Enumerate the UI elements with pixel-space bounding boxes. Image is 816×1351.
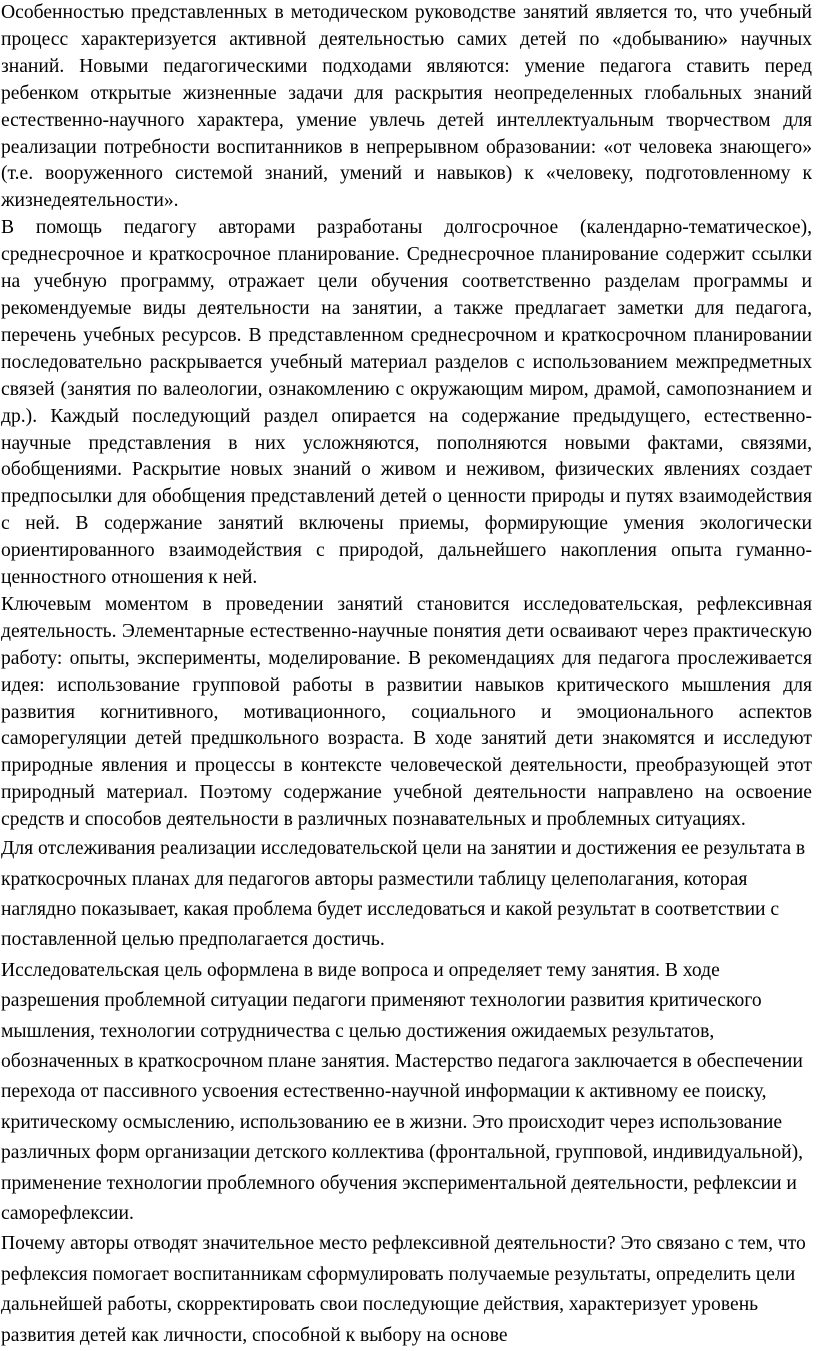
paragraph-1: Особенностью представленных в методическом руководстве занятий является то, что учебный процесс характеризуется активной деятельностью самих детей по «добыванию» научных знаний. Новыми педагогическими подходами являются: умение педагога ставить перед ребенком открытые жизненные задачи для раскрытия неопределенных глобальных знаний естественно-научного характера, умение увлечь детей интеллектуальным творчеством для реализации потребности воспитанников в непрерывном образовании: «от человека знающего» (т.е. вооруженного системой знаний, умений и навыков) к «человеку, подготовленному к жизнедеятельности». [1,2,812,212]
paragraph-3: Ключевым моментом в проведении занятий становится исследовательская, рефлексивная деятельность. Элементарные естественно-научные понятия дети осваивают через практическую работу: опыты, эксперименты, моделирование. В рекомендациях для педагога прослеживается идея: использование групповой работы в развитии навыков критического мышления для развития когнитивного, мотивационного, социального и эмоционального аспектов саморегуляции детей предшкольного возраста. В ходе занятий дети знакомятся и исследуют природные явления и процессы в контексте человеческой деятельности, преобразующей этот природный материал. Поэтому содержание учебной деятельности направлено на освоение средств и способов деятельности в различных познавательных и проблемных ситуациях. [1,593,812,831]
paragraph-4: Для отслеживания реализации исследовательской цели на занятии и достижения ее результата в краткосрочных планах для педагогов авторы разместили таблицу целеполагания, которая наглядно показывает, какая проблема будет исследоваться и какой результат в соответствии с поставленной целью предполагается достичь. [1,838,806,951]
paragraph-2: В помощь педагогу авторами разработаны долгосрочное (календарно-тематическое), среднесрочное и краткосрочное планирование. Среднесрочное планирование содержит ссылки на учебную программу, отражает цели обучения соответственно разделам программы и рекомендуемые виды деятельности на занятии, а также предлагает заметки для педагога, перечень учебных ресурсов. В представленном среднесрочном и краткосрочном планировании последовательно раскрывается учебный материал разделов с использованием межпредметных связей (занятия по валеологии, ознакомлению с окружающим миром, драмой, самопознанием и др.). Каждый последующий раздел опирается на содержание предыдущего, естественно-научные представления в них усложняются, пополняются новыми фактами, связями, обобщениями. Раскрытие новых знаний о живом и неживом, физических явлениях создает предпосылки для обобщения представлений детей о ценности природы и путях взаимодействия с ней. В содержание занятий включены приемы, формирующие умения экологически ориентированного взаимодействия с природой, дальнейшего накопления опыта гуманно-ценностного отношения к ней. [1,217,812,589]
paragraph-5: Исследовательская цель оформлена в виде вопроса и определяет тему занятия. В ходе разрешения проблемной ситуации педагоги применяют технологии развития критического мышления, технологии сотрудничества с целью достижения ожидаемых результатов, обозначенных в краткосрочном плане занятия. Мастерство педагога заключается в обеспечении перехода от пассивного усвоения естественно-научной информации к активному ее поиску, критическому осмыслению, использованию ее в жизни. Это происходит через использование различных форм организации детского коллектива (фронтальной, групповой, индивидуальной), применение технологии проблемного обучения экспериментальной деятельности, рефлексии и саморефлексии. [1,959,804,1224]
paragraph-6: Почему авторы отводят значительное место рефлексивной деятельности? Это связано с тем, что рефлексия помогает воспитанникам сформулировать получаемые результаты, определить цели дальнейшей работы, скорректировать свои последующие действия, характеризует уровень развития детей как личности, способной к выбору на основе [1,1233,806,1346]
